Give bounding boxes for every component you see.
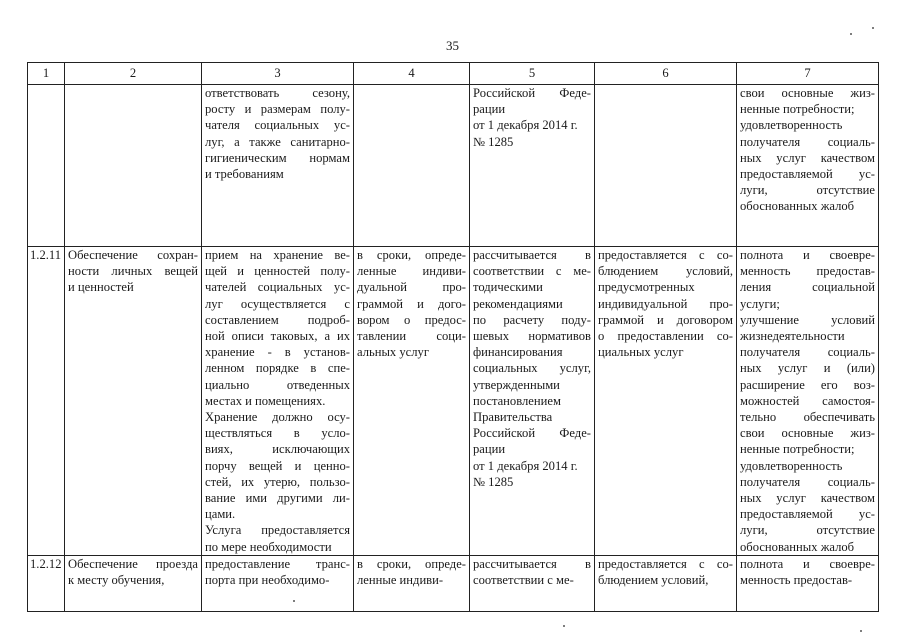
scan-speck xyxy=(850,33,852,35)
cell-text-line: соответствии с ме- xyxy=(473,573,574,588)
cell-text-line: финансирования xyxy=(473,345,563,360)
cell-text-line: ления социальной xyxy=(740,280,875,295)
cell-text-line: предоставление транс- xyxy=(205,557,350,571)
table-row xyxy=(28,556,879,612)
cell-text-line: полнота и своевре- xyxy=(740,557,875,571)
scan-speck xyxy=(563,625,565,627)
cell-text-line: циально отведенных xyxy=(205,377,350,392)
service-description-cell xyxy=(202,85,354,247)
cell-text-line: обоснованных жалоб xyxy=(740,199,855,214)
cell-text-line: предоставляется с со- xyxy=(598,248,733,262)
header-col-2: 2 xyxy=(65,63,202,85)
cell-text-line: блюдением условий, xyxy=(598,573,709,588)
cell-text-line: порчу вещей и ценно- xyxy=(205,458,350,473)
cell-text-line: альных услуг xyxy=(357,345,430,360)
cell-text-line: ненные потребности; xyxy=(740,442,855,457)
cell-text-line: рации xyxy=(473,442,506,457)
cell-text-line: № 1285 xyxy=(473,474,514,489)
cell-text-line: предоставляемой ус- xyxy=(740,167,875,182)
cell-text-line: ленном порядке в спе- xyxy=(205,361,350,376)
service-name-cell xyxy=(65,85,202,247)
cell-text-line: предусмотренных xyxy=(598,280,695,295)
cell-text-line: ленные индиви- xyxy=(357,573,444,588)
table-row xyxy=(28,85,879,247)
quality-cell xyxy=(737,247,879,556)
cell-text-line: хранение - в установ- xyxy=(205,345,350,360)
cell-text-line: социальных услуг, xyxy=(473,361,591,376)
cell-text-line: ществляться в усло- xyxy=(205,426,350,441)
cell-text-line: циальных услуг xyxy=(598,345,684,360)
quality-cell xyxy=(737,85,879,247)
cell-text-line: удовлетворенность xyxy=(740,118,843,133)
cell-text-line: луги, отсутствие xyxy=(740,183,875,198)
cell-text-line: в сроки, опреде- xyxy=(357,557,466,571)
cell-text-line: цами. xyxy=(205,507,236,522)
header-col-1: 1 xyxy=(28,63,65,85)
cell-text-line: гигиеническим нормам xyxy=(205,150,350,165)
timing-cell xyxy=(354,556,470,612)
cell-text-line: Правительства xyxy=(473,410,553,425)
cell-text-line: ной описи таковых, а их xyxy=(205,329,350,344)
cell-text-line: и ценностей xyxy=(68,280,134,295)
timing-cell xyxy=(354,247,470,556)
cell-text-line: удовлетворенность xyxy=(740,458,843,473)
cell-text-line: к месту обучения, xyxy=(68,573,165,588)
service-name-cell xyxy=(65,556,202,612)
cell-text-line: предоставляемой ус- xyxy=(740,507,875,522)
cell-text-line: ных услуг качеством xyxy=(740,491,875,506)
cell-text-line: свои основные жиз- xyxy=(740,86,875,100)
row-number-cell xyxy=(28,85,65,247)
cell-text-line: блюдением условий, xyxy=(598,264,733,279)
cell-text-line: постановлением xyxy=(473,393,561,408)
conditions-cell xyxy=(595,247,737,556)
cell-text-line: тельно обеспечивать xyxy=(740,410,875,425)
cell-text-line: вание ими другими ли- xyxy=(205,491,350,506)
services-table xyxy=(27,62,879,612)
cell-text-line: тодическими xyxy=(473,280,543,295)
header-col-7: 7 xyxy=(737,63,879,85)
cell-text-line: Услуга предоставляется xyxy=(205,523,350,538)
cell-text-line: жизнедеятельности xyxy=(740,329,845,344)
service-description-cell xyxy=(202,556,354,612)
header-col-4: 4 xyxy=(354,63,470,85)
cell-text-line: чателей социальных ус- xyxy=(205,280,350,295)
cell-text-line: в сроки, опреде- xyxy=(357,248,466,262)
cell-text-line: можностей самостоя- xyxy=(740,393,875,408)
conditions-cell xyxy=(595,556,737,612)
cell-text-line: ности личных вещей xyxy=(68,264,198,279)
cell-text-line: менность предостав- xyxy=(740,573,853,588)
cell-text-line: ответствовать сезону, xyxy=(205,86,350,100)
cell-text-line: дуальной про- xyxy=(357,280,466,295)
cell-text-line: и требованиям xyxy=(205,167,284,182)
service-name-cell xyxy=(65,247,202,556)
cell-text-line: росту и размерам полу- xyxy=(205,102,350,117)
cell-text-line: ненные потребности; xyxy=(740,102,855,117)
cell-text-line: индивидуальной про- xyxy=(598,296,733,311)
row-number-cell: 1.2.12 xyxy=(28,556,65,612)
cost-cell xyxy=(470,247,595,556)
cell-text-line: получателя социаль- xyxy=(740,345,875,360)
cell-text-line: местах и помещениях. xyxy=(205,393,326,408)
cell-text-line: виях, исключающих xyxy=(205,442,350,457)
cell-text-line: прием на хранение ве- xyxy=(205,248,350,262)
cell-text-line: ленные индиви- xyxy=(357,264,466,279)
cell-text-line: шевых нормативов xyxy=(473,329,591,344)
cell-text-line: рации xyxy=(473,102,506,117)
cell-text-line: о предоставлении со- xyxy=(598,329,733,344)
scan-speck xyxy=(293,600,295,602)
cell-text-line: рассчитывается в xyxy=(473,557,591,571)
cell-text-line: утвержденными xyxy=(473,377,560,392)
scan-speck xyxy=(872,27,874,29)
cell-text-line: от 1 декабря 2014 г. xyxy=(473,118,578,133)
conditions-cell xyxy=(595,85,737,247)
cell-text-line: стей, их утерю, пользо- xyxy=(205,474,350,489)
row-number-cell: 1.2.11 xyxy=(28,247,65,556)
cell-text-line: улучшение условий xyxy=(740,312,875,327)
cell-text-line: расширение его воз- xyxy=(740,377,875,392)
quality-cell xyxy=(737,556,879,612)
timing-cell xyxy=(354,85,470,247)
cell-text-line: услуги; xyxy=(740,296,780,311)
cell-text-line: № 1285 xyxy=(473,134,514,149)
header-col-6: 6 xyxy=(595,63,737,85)
cell-text-line: Российской Феде- xyxy=(473,426,591,441)
cell-text-line: луг осуществляется с xyxy=(205,296,350,311)
cell-text-line: получателя социаль- xyxy=(740,474,875,489)
cell-text-line: Хранение должно осу- xyxy=(205,410,350,425)
cell-text-line: Российской Феде- xyxy=(473,86,591,100)
cell-text-line: предоставляется с со- xyxy=(598,557,733,571)
scan-speck xyxy=(860,630,862,632)
cell-text-line: ных услуг и (или) xyxy=(740,361,875,376)
table-row xyxy=(28,247,879,556)
cell-text-line: Обеспечение проезда xyxy=(68,557,198,571)
cell-text-line: менность предостав- xyxy=(740,264,875,279)
header-row xyxy=(28,63,879,85)
cell-text-line: свои основные жиз- xyxy=(740,426,875,441)
cell-text-line: вором о предос- xyxy=(357,312,466,327)
cell-text-line: полнота и своевре- xyxy=(740,248,875,262)
page-number: 35 xyxy=(446,38,459,53)
cell-text-line: ных услуг качеством xyxy=(740,150,875,165)
cell-text-line: чателя социальных ус- xyxy=(205,118,350,133)
service-description-cell xyxy=(202,247,354,556)
cell-text-line: щей и ценностей полу- xyxy=(205,264,350,279)
cell-text-line: по расчету поду- xyxy=(473,312,591,327)
cell-text-line: составлением подроб- xyxy=(205,312,350,327)
cell-text-line: порта при необходимо- xyxy=(205,573,330,588)
header-col-5: 5 xyxy=(470,63,595,85)
cost-cell xyxy=(470,85,595,247)
cell-text-line: получателя социаль- xyxy=(740,134,875,149)
cell-text-line: рекомендациями xyxy=(473,296,563,311)
header-col-3: 3 xyxy=(202,63,354,85)
cell-text-line: по мере необходимости xyxy=(205,539,332,554)
cell-text-line: от 1 декабря 2014 г. xyxy=(473,458,578,473)
cell-text-line: тавлении соци- xyxy=(357,329,466,344)
cell-text-line: луги, отсутствие xyxy=(740,523,875,538)
cell-text-line: рассчитывается в xyxy=(473,248,591,262)
cell-text-line: граммой и договором xyxy=(598,312,733,327)
cell-text-line: Обеспечение сохран- xyxy=(68,248,198,262)
cell-text-line: граммой и дого- xyxy=(357,296,466,311)
cost-cell xyxy=(470,556,595,612)
cell-text-line: обоснованных жалоб xyxy=(740,539,855,554)
cell-text-line: соответствии с ме- xyxy=(473,264,591,279)
cell-text-line: луг, а также санитарно- xyxy=(205,134,350,149)
